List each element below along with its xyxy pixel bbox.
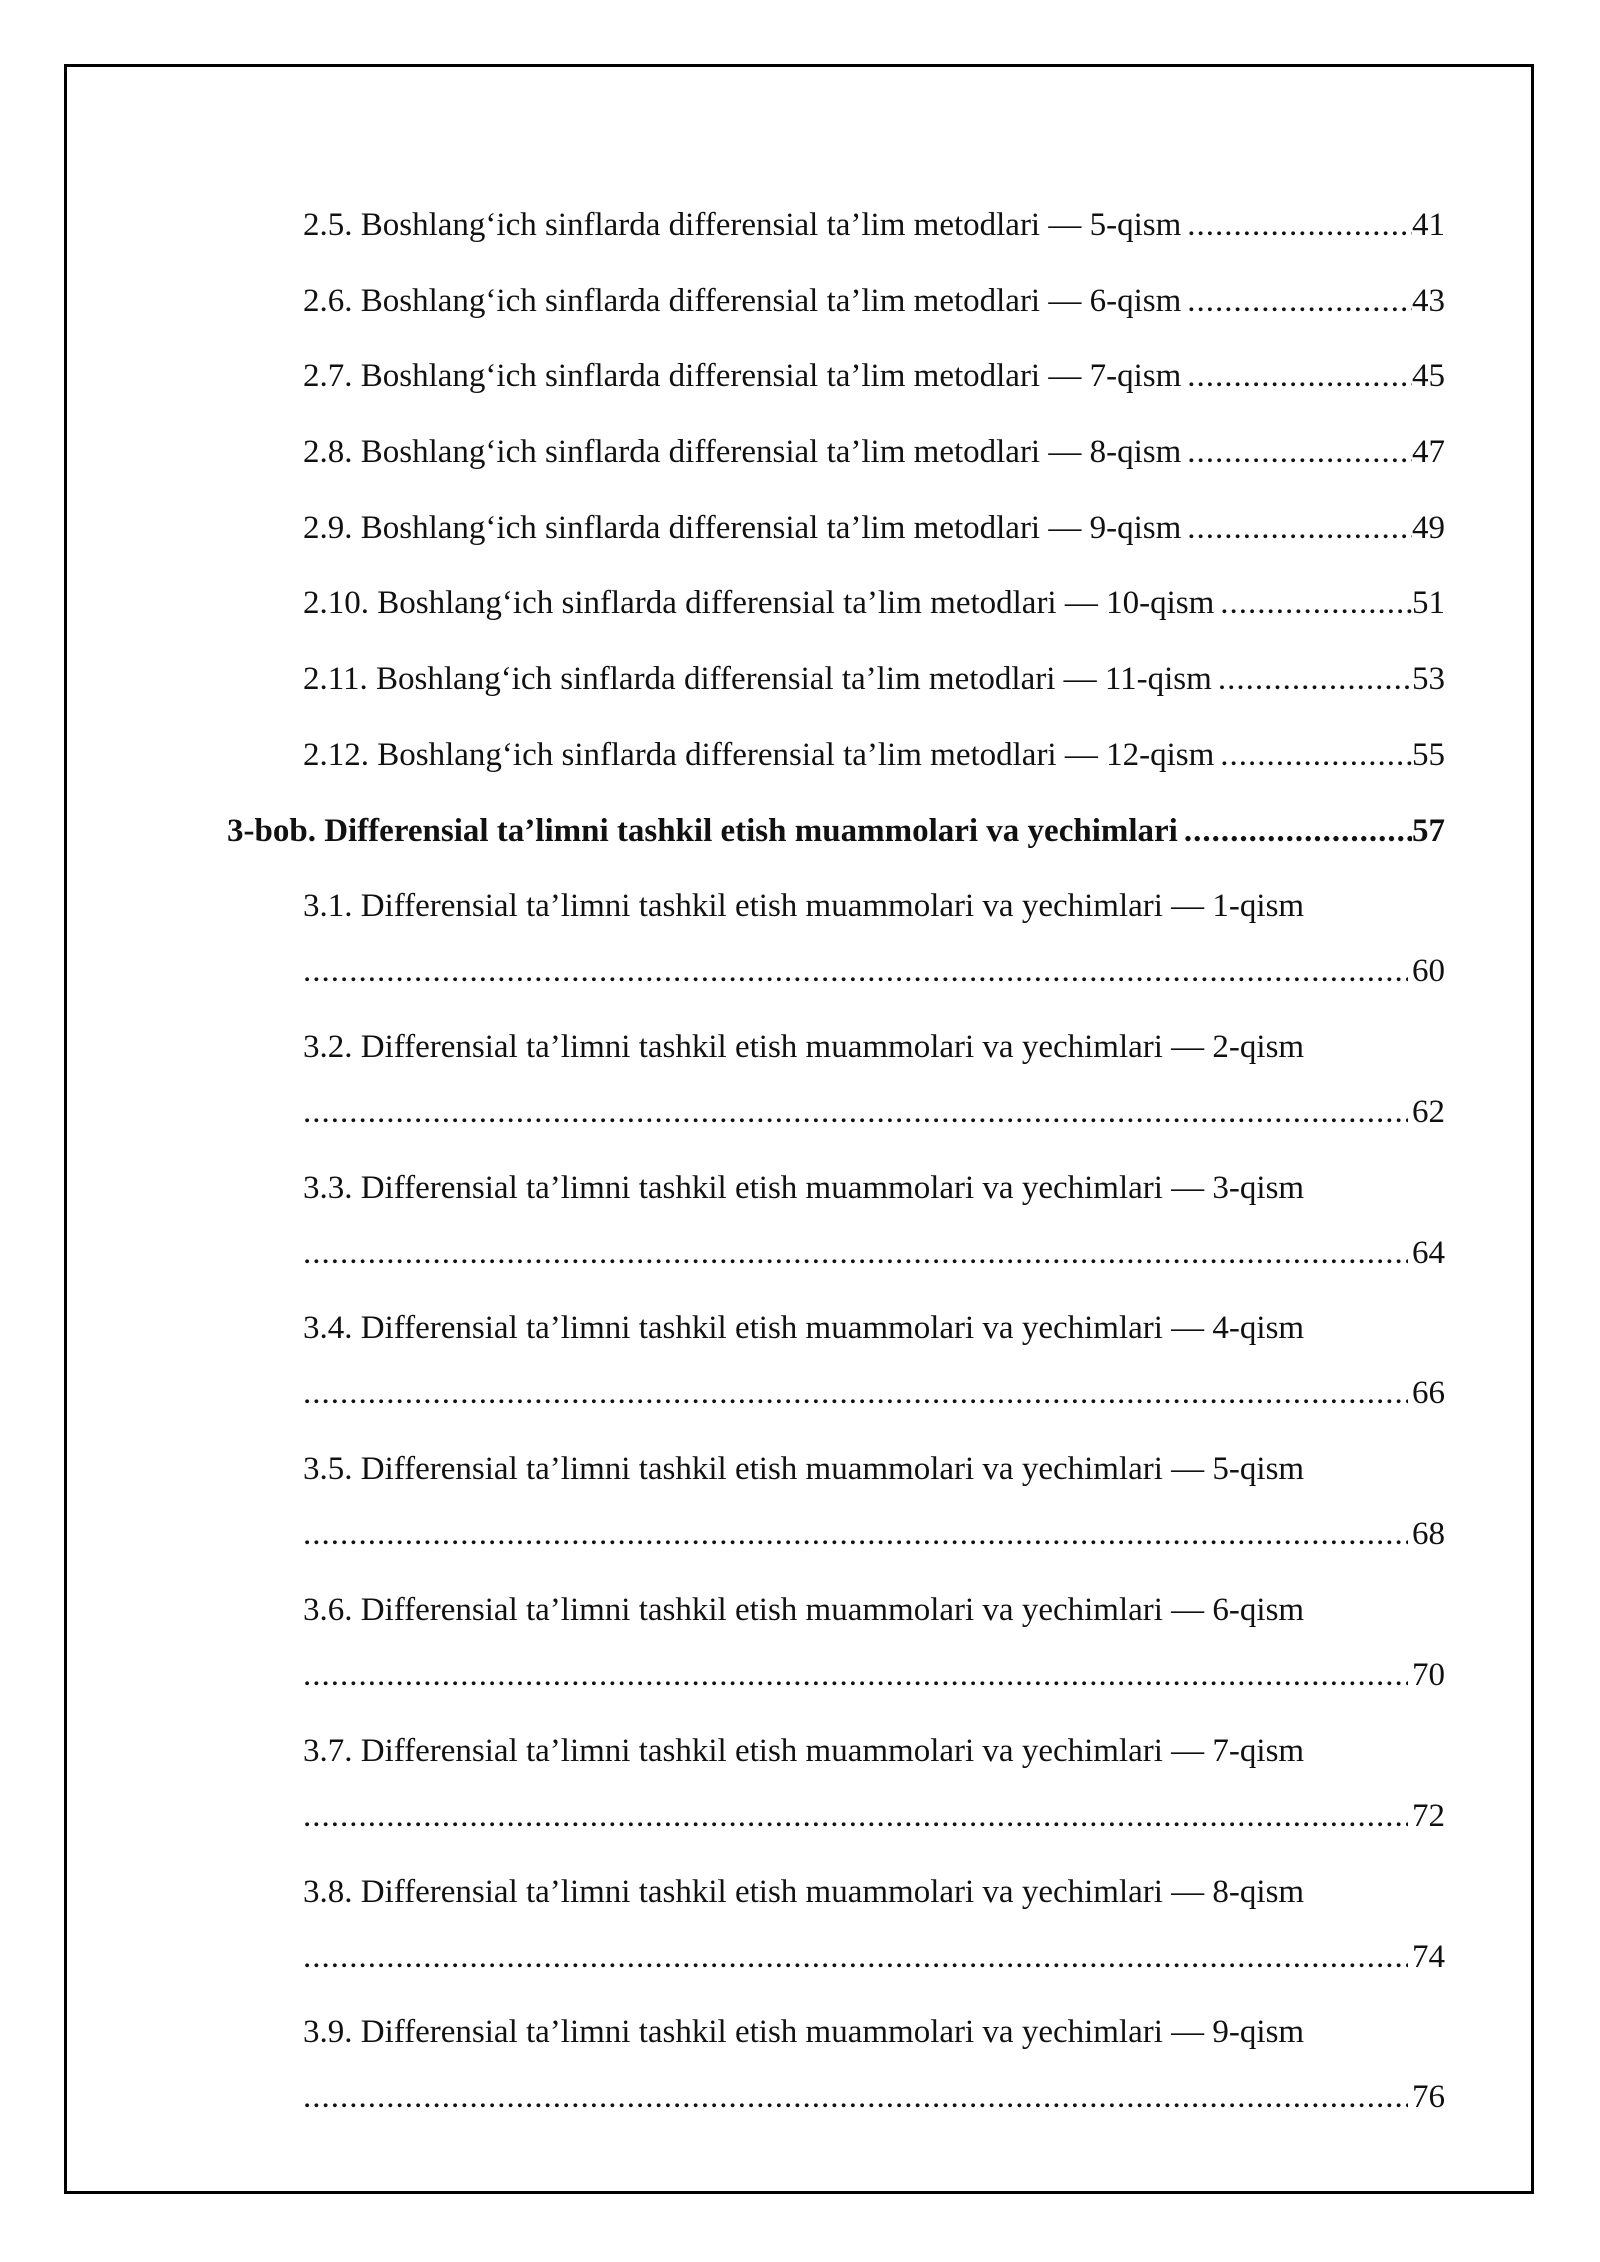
toc-entry-2-6[interactable] xyxy=(303,281,1445,321)
toc-entry-title: 3.7. Differensial ta’limni tashkil etish muammolari va yechimlari — 7-qism xyxy=(303,1733,1305,1769)
toc-entry-3-5-page-line xyxy=(303,1514,1445,1554)
toc-entry-title: 2.5. Boshlang‘ich sinflarda differensial ta’lim metodlari — 5-qism xyxy=(303,207,1182,243)
toc-leader-dots xyxy=(303,1655,1408,1695)
toc-leader-dots xyxy=(303,1937,1408,1977)
toc-leader-dots xyxy=(303,1373,1408,1413)
toc-chapter-title: 3-bob. Differensial ta’limni tashkil etish muammolari va yechimlari xyxy=(227,813,1178,849)
toc-leader-dots xyxy=(303,1092,1408,1132)
toc-entry-page: 49 xyxy=(1412,510,1445,546)
toc-entry-page: 66 xyxy=(1412,1375,1445,1411)
toc-entry-page: 64 xyxy=(1412,1235,1445,1271)
toc-entry-title: 2.12. Boshlang‘ich sinflarda differensial ta’lim metodlari — 12-qism xyxy=(303,737,1215,773)
toc-entry-page: 68 xyxy=(1412,1516,1445,1552)
toc-entry-3-8-page-line xyxy=(303,1937,1445,1977)
toc-leader-dots xyxy=(1187,508,1412,548)
toc-entry-page: 60 xyxy=(1412,953,1445,989)
toc-entry-title: 2.9. Boshlang‘ich sinflarda differensial ta’lim metodlari — 9-qism xyxy=(303,510,1182,546)
toc-entry-title: 3.8. Differensial ta’limni tashkil etish muammolari va yechimlari — 8-qism xyxy=(303,1874,1305,1910)
toc-entry-page: 53 xyxy=(1412,661,1445,697)
toc-entry-title: 3.9. Differensial ta’limni tashkil etish muammolari va yechimlari — 9-qism xyxy=(303,2014,1305,2050)
page-border xyxy=(64,64,1534,2194)
toc-entry-3-7-page-line xyxy=(303,1796,1445,1836)
toc-entry-2-8[interactable] xyxy=(303,432,1445,472)
toc-entry-page: 76 xyxy=(1412,2079,1445,2115)
toc-entry-page: 55 xyxy=(1412,737,1445,773)
toc-entry-3-6[interactable] xyxy=(303,1590,1445,1630)
toc-entry-3-4[interactable] xyxy=(303,1308,1445,1348)
toc-leader-dots xyxy=(303,2077,1408,2117)
toc-entry-page: 62 xyxy=(1412,1094,1445,1130)
table-of-contents xyxy=(67,67,1531,2191)
toc-entry-title: 3.1. Differensial ta’limni tashkil etish muammolari va yechimlari — 1-qism xyxy=(303,888,1305,924)
toc-leader-dots xyxy=(1220,583,1412,623)
toc-chapter-page: 57 xyxy=(1412,813,1445,849)
toc-entry-title: 2.6. Boshlang‘ich sinflarda differensial ta’lim metodlari — 6-qism xyxy=(303,283,1182,319)
toc-entry-3-9[interactable] xyxy=(303,2012,1445,2052)
toc-entry-title: 2.11. Boshlang‘ich sinflarda differensial ta’lim metodlari — 11-qism xyxy=(303,661,1212,697)
toc-entry-3-2[interactable] xyxy=(303,1027,1445,1067)
toc-entry-page: 74 xyxy=(1412,1939,1445,1975)
toc-entry-3-5[interactable] xyxy=(303,1449,1445,1489)
toc-entry-page: 70 xyxy=(1412,1657,1445,1693)
toc-entry-page: 41 xyxy=(1412,207,1445,243)
toc-entry-3-3-page-line xyxy=(303,1233,1445,1273)
toc-chapter-3[interactable] xyxy=(227,811,1445,851)
toc-entry-3-3[interactable] xyxy=(303,1168,1445,1208)
toc-leader-dots xyxy=(1187,205,1412,245)
toc-leader-dots xyxy=(303,1233,1408,1273)
toc-entry-3-8[interactable] xyxy=(303,1872,1445,1912)
toc-leader-dots xyxy=(1184,811,1412,851)
toc-leader-dots xyxy=(303,1796,1408,1836)
toc-entry-title: 3.2. Differensial ta’limni tashkil etish muammolari va yechimlari — 2-qism xyxy=(303,1029,1305,1065)
toc-entry-3-1-page-line xyxy=(303,951,1445,991)
toc-entry-title: 3.5. Differensial ta’limni tashkil etish muammolari va yechimlari — 5-qism xyxy=(303,1451,1305,1487)
toc-entry-2-9[interactable] xyxy=(303,508,1445,548)
toc-entry-2-5[interactable] xyxy=(303,205,1445,245)
toc-leader-dots xyxy=(303,951,1408,991)
toc-entry-2-11[interactable] xyxy=(303,659,1445,699)
toc-leader-dots xyxy=(1187,432,1412,472)
toc-leader-dots xyxy=(303,1514,1408,1554)
toc-entry-page: 47 xyxy=(1412,434,1445,470)
toc-entry-page: 45 xyxy=(1412,358,1445,394)
toc-entry-title: 3.4. Differensial ta’limni tashkil etish muammolari va yechimlari — 4-qism xyxy=(303,1310,1305,1346)
toc-entry-2-10[interactable] xyxy=(303,583,1445,623)
toc-leader-dots xyxy=(1187,356,1412,396)
toc-entry-page: 51 xyxy=(1412,585,1445,621)
toc-entry-3-4-page-line xyxy=(303,1373,1445,1413)
toc-entry-title: 2.8. Boshlang‘ich sinflarda differensial ta’lim metodlari — 8-qism xyxy=(303,434,1182,470)
toc-entry-3-9-page-line xyxy=(303,2077,1445,2117)
toc-entry-title: 3.3. Differensial ta’limni tashkil etish muammolari va yechimlari — 3-qism xyxy=(303,1170,1305,1206)
toc-entry-title: 3.6. Differensial ta’limni tashkil etish muammolari va yechimlari — 6-qism xyxy=(303,1592,1305,1628)
toc-leader-dots xyxy=(1218,659,1412,699)
toc-entry-3-6-page-line xyxy=(303,1655,1445,1695)
toc-entry-3-1[interactable] xyxy=(303,886,1445,926)
toc-entry-2-7[interactable] xyxy=(303,356,1445,396)
toc-entry-title: 2.10. Boshlang‘ich sinflarda differensial ta’lim metodlari — 10-qism xyxy=(303,585,1215,621)
toc-leader-dots xyxy=(1187,281,1412,321)
toc-entry-page: 72 xyxy=(1412,1798,1445,1834)
toc-entry-title: 2.7. Boshlang‘ich sinflarda differensial ta’lim metodlari — 7-qism xyxy=(303,358,1182,394)
toc-leader-dots xyxy=(1220,735,1412,775)
toc-entry-3-2-page-line xyxy=(303,1092,1445,1132)
toc-entry-page: 43 xyxy=(1412,283,1445,319)
toc-entry-3-7[interactable] xyxy=(303,1731,1445,1771)
toc-entry-2-12[interactable] xyxy=(303,735,1445,775)
